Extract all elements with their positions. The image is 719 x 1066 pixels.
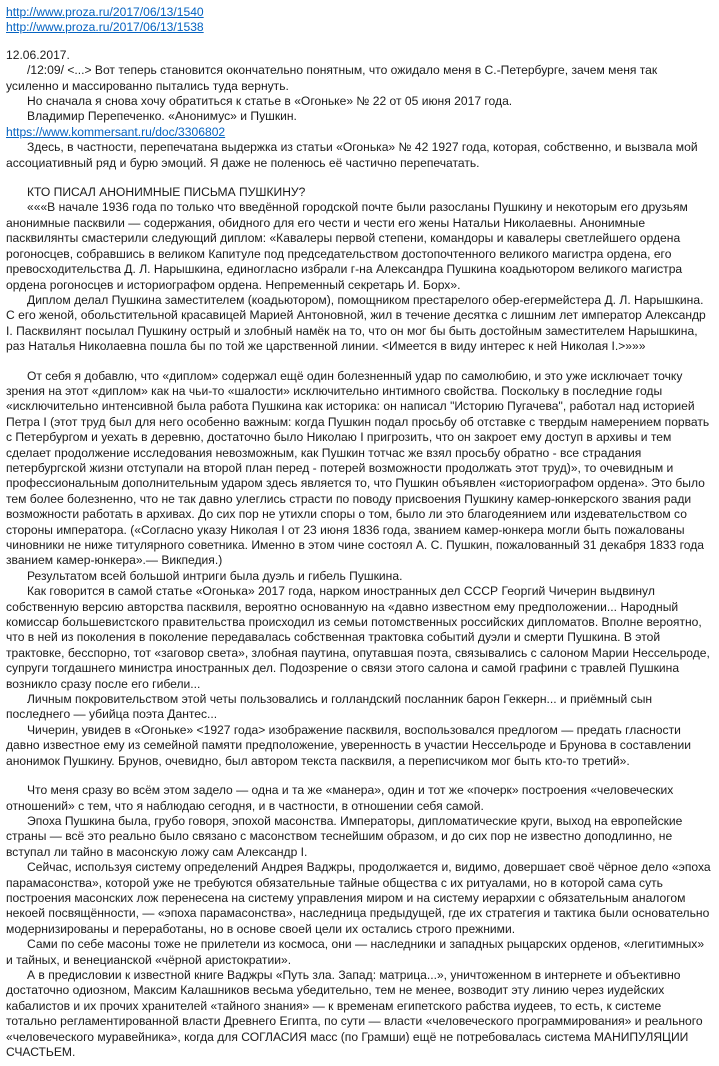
paragraph-article-author-title: Владимир Перепеченко. «Анонимус» и Пушкин. [27, 109, 297, 124]
link-line [6, 20, 711, 35]
paragraph-heeckeren-dantes: Личным покровительством этой четы пользовались и голландский посланник барон Геккерн... и приёмный сын последнего — убийца поэта Дантес... [6, 692, 653, 722]
paragraph-intrigue-result: Результатом всей большой интриги была дуэль и гибель Пушкина. [27, 568, 403, 583]
paragraph-chicherin-1927: Чичерин, увидев в «Огоньке» <1927 года> изображение пасквиля, воспользовался предлогом — предать гласности давно известное ему из семейной памяти предположение, уверенность в участии Нессельроде и Брунова в составлении анонимок Пушкину. Брунов, очевидно, был автором текста пасквиля, а переписчиком мог быть кто-то третий». [6, 722, 691, 768]
paragraph-what-struck-me: Что меня сразу во всём этом задело — одна и та же «манера», один и тот же «почерк» построения «человеческих отношений» с тем, что я наблюдаю сегодня, и в частности, в отношении себя самой. [6, 783, 674, 813]
paragraph-pasquil-diploma-quote: «««В начале 1936 года по только что введённой городской почте были разосланы Пушкину и некоторым его друзьям анонимные пасквили — содержания, обидного для его чести и чести его жены Натальи Николаевны. Анонимные пасквилянты смастерили следующий диплом: «Кавалеры первой степени, командоры и кавалеры светлейшего ордена рогоносцев, собравшись в великом Капитуле под председательством достопочтенного великого магистра ордена, его превосходительства Д. Л. Нарышкина, единогласно избрали г-на Александра Пушкина коадьютором великого магистра ордена рогоносцев и историографом ордена. Непременный секретарь И. Борх». [6, 200, 688, 292]
blank-line [6, 769, 711, 783]
paragraph-own-addition-historian: От себя я добавлю, что «диплом» содержал ещё один болезненный удар по самолюбию, и это уже исключает точку зрения на этот «диплом» как на чьи-то «шалости» исключительно интимного свойства. Поскольку в последние годы «исключительно интенсивной была работа Пушкина как историка: он написал "Историю Пугачева", работал над историей Петра I (этот труд был для него особенно важным: когда Пушкин подал просьбу об отставке с твердым намерением порвать с Петербургом и уехать в деревню, достаточно было Николаю I пригрозить, что он закроет ему доступ в архивы и тем сделает продолжение исследования невозможным, как Пушкин тотчас же взял просьбу обратно - все страдания петербургской жизни отступали на второй план перед - потерей возможности продолжать этот труд)», то очевидным и профессиональным дополнительным ударом здесь является то, что Пушкин объявлен «историографом ордена». Это было тем более болезненно, что не так давно улеглись страсти по поводу присвоения Пушкину камер-юнкерского звания ради возможности работать в архивах. До сих пор не утихли споры о том, было ли это благодеянием или издевательством со стороны императора. («Согласно указу Николая I от 23 июня 1836 года, званием камер-юнкера могли быть пожалованы чиновники не ниже титулярного советника. Именно в этом чине состоял А. С. Пушкин, пожалованный 31 декабря 1833 года званием камер-юнкера».— Викпедия.) [6, 368, 710, 568]
paragraph-masonry-epoch: Эпоха Пушкина была, грубо говоря, эпохой масонства. Императоры, дипломатические круги, выход на европейские страны — всё это реально было связано с масонством теснейшим образом, и до сих пор не известно доподлинно, не вступал ли тайно в масонскую ложу сам Александр I. [6, 813, 683, 859]
blank-line [6, 355, 711, 369]
link-line [6, 125, 711, 140]
paragraph-ogonyok-reference: Но сначала я снова хочу обратиться к статье в «Огоньке» № 22 от 05 июня 2017 года. [27, 94, 513, 109]
paragraph-diploma-meaning: Диплом делал Пушкина заместителем (коадьютором), помощником престарелого обер-егермейстера Д. Л. Нарышкина. С его женой, обольстительной красавицей Марией Антоновной, жил в течение десятка с лишним лет император Александр I. Пасквилянт посылал Пушкину острый и злобный намёк на то, что он мог бы быть достойным заместителем Нарышкина, раз Наталья Николаевна пошла бы по той же царственной линии. <Имеется в виду интерес к ней Николая I.>»»» [6, 292, 706, 354]
blank-line [6, 36, 711, 48]
paragraph-paramasonry: Сейчас, используя систему определений Андрея Ваджры, продолжается и, видимо, довершает своё чёрное дело «эпоха парамасонства», которой уже не требуются обязательные тайные общества с их ритуалами, но в которой сама суть построения масонских лож перенесена на систему управления миром и на систему иерархии с обязательным аналогом некоей посвящённости, — «эпоха парамасонства», наследница предыдущей, где их стратегия и тактика были основательно модернизированы и переработаны, но в основе своей цели их остались строго прежними. [6, 860, 711, 936]
section-heading-anonymous-letters: КТО ПИСАЛ АНОНИМНЫЕ ПИСЬМА ПУШКИНУ? [27, 185, 306, 200]
date-line: 12.06.2017. [6, 47, 70, 62]
hyperlink-proza-1538[interactable]: http://www.proza.ru/2017/06/13/1538 [6, 20, 204, 35]
paragraph-masons-origin: Сами по себе масоны тоже не прилетели из космоса, они — наследники и западных рыцарских орденов, «легитимных» и тайных, и венецианской «чёрной аристократии». [6, 937, 705, 967]
link-line [6, 5, 711, 20]
paragraph-excerpt-note: Здесь, в частности, перепечатана выдержка из статьи «Огонька» № 42 1927 года, которая, собственно, и вызвала мой ассоциативный ряд и бурю эмоций. Я даже не поленюсь её частично перепечатать. [6, 140, 698, 170]
blank-line [6, 171, 711, 185]
paragraph-vajra-book: А в предисловии к известной книге Ваджры «Путь зла. Запад: матрица...», уничтоженном в интернете и объективно достаточно одиозном, Максим Калашников весьма убедительно, тем не менее, возводит эту линию через иудейских кабалистов и их прочих хранителей «тайного знания» — к временам египетского рабства иудеев, то есть, к системе тотально регламентированной власти Древнего Египта, по сути — власти «человеческого программирования» и реального «человеческого муравейника», когда для СОГЛАСИЯ масс (по Грамши) ещё не потребовалась система МАНИПУЛЯЦИИ СЧАСТЬЕМ. [6, 967, 703, 1059]
paragraph-intro-return: /12:09/ <...> Вот теперь становится окончательно понятным, что ожидало меня в С.-Петербурге, зачем меня так усиленно и массированно пытались туда вернуть. [6, 63, 658, 93]
hyperlink-kommersant[interactable]: https://www.kommersant.ru/doc/3306802 [6, 124, 226, 139]
hyperlink-proza-1540[interactable]: http://www.proza.ru/2017/06/13/1540 [6, 5, 204, 19]
paragraph-chicherin-version: Как говорится в самой статье «Огонька» 2017 года, нарком иностранных дел СССР Георгий Чичерин выдвинул собственную версию авторства пасквиля, вероятно основанную на «давно известном ему предположении... Народный комиссар большевистского правительства происходил из семьи потомственных российских дипломатов. Вполне вероятно, что в ней из поколения в поколение передавалась собственная трактовка событий дуэли и смерти Пушкина. В этой трактовке, бесспорно, тот «заговор света», злобная паутина, опутавшая поэта, связывались с салоном Марии Нессельроде, супруги тогдашнего министра иностранных дел. Подозрение о связи этого салона и самой графини с травлей Пушкина возникло сразу после его гибели... [6, 584, 710, 691]
